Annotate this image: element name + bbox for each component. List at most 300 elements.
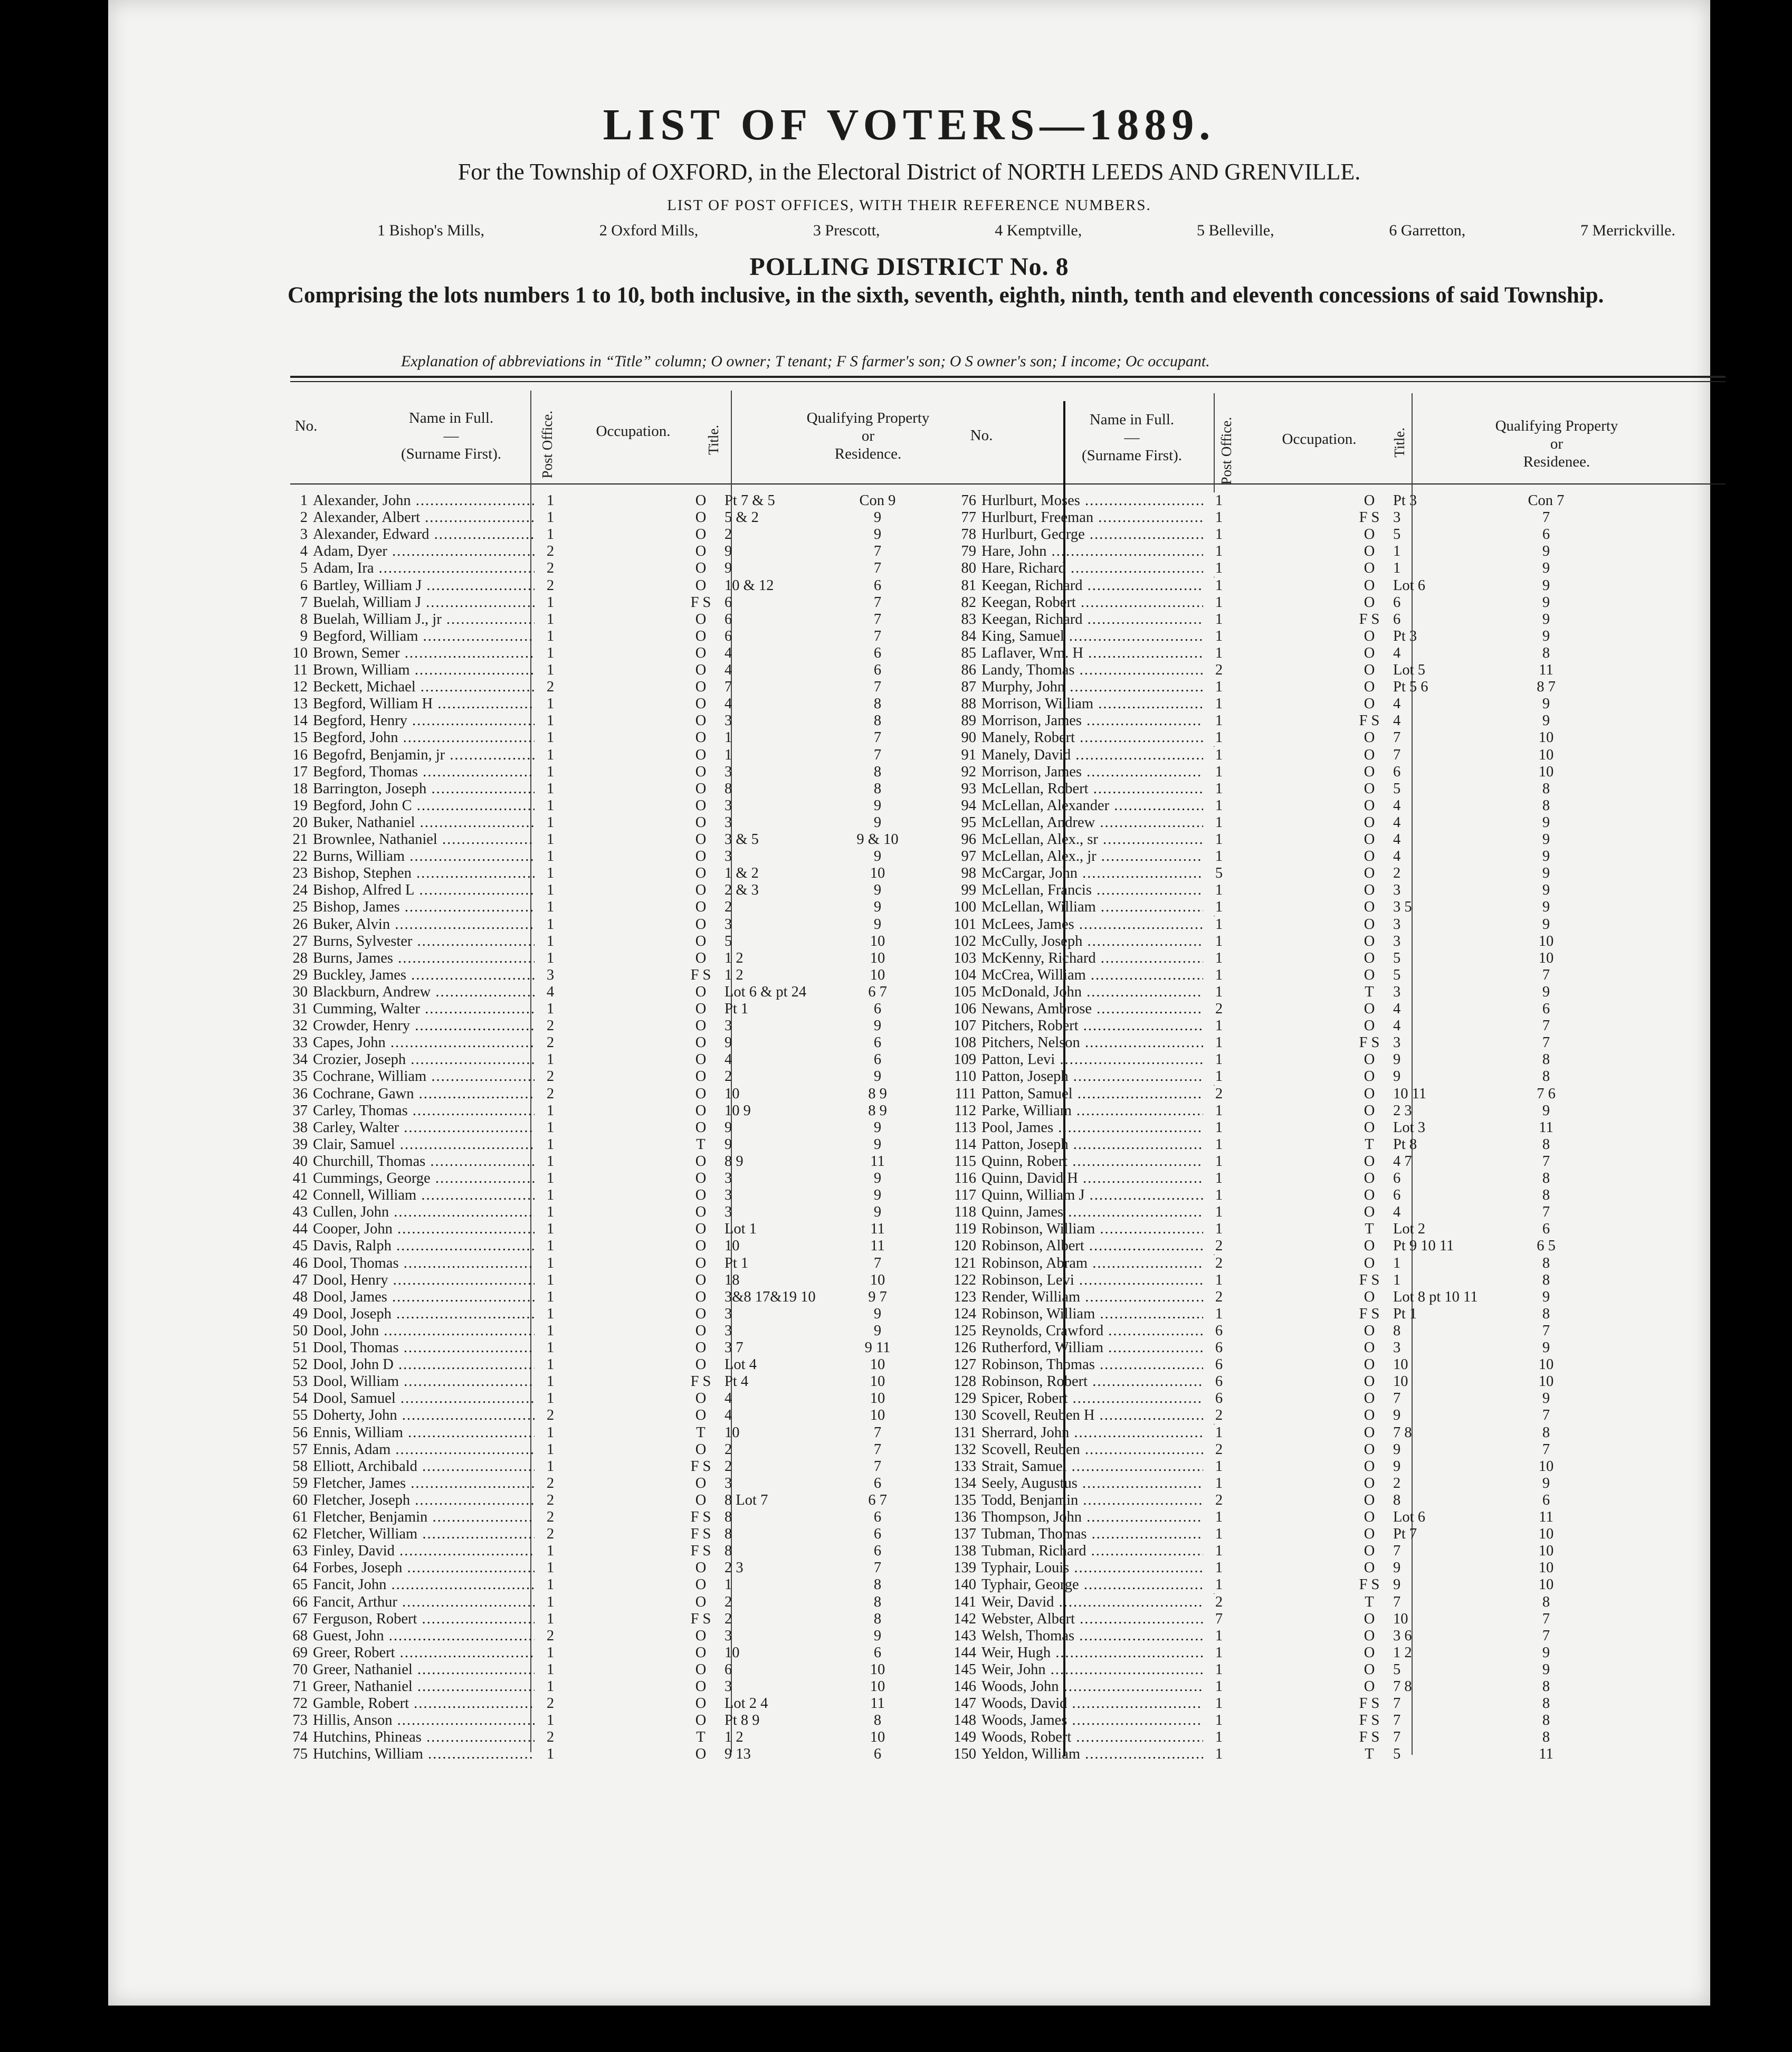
voter-title: F S — [690, 1509, 711, 1525]
voter-number: 84 — [961, 628, 976, 644]
voter-property: 4 — [1393, 1204, 1401, 1221]
voter-post-office: 2 — [535, 560, 566, 577]
voter-title: O — [695, 797, 707, 814]
voter-name: Webster, Albert ..... — [981, 1611, 1224, 1628]
voter-post-office: 1 — [535, 831, 566, 848]
voter-concession: 9 — [873, 1018, 882, 1034]
voter-row — [950, 1103, 1615, 1119]
voter-title: O — [695, 1001, 707, 1017]
voter-concession: 6 — [1542, 1001, 1550, 1017]
voter-name: McLees, James ..... — [981, 916, 1224, 933]
voter-property: 1 — [1393, 543, 1401, 560]
voter-title: O — [1364, 1458, 1375, 1475]
voter-name: Begford, William ..... — [313, 628, 556, 645]
voter-property: Lot 4 — [725, 1356, 757, 1373]
voter-title: O — [1364, 966, 1375, 983]
voter-post-office: 6 — [1203, 1340, 1235, 1356]
voter-post-office: 1 — [1203, 1136, 1235, 1153]
voter-number: 70 — [292, 1661, 308, 1678]
voter-property: 3 — [725, 1475, 732, 1492]
voter-row — [950, 1034, 1615, 1051]
voter-post-office: 1 — [1203, 1034, 1235, 1051]
voter-concession: 8 — [1542, 1170, 1550, 1186]
header-property-line3: Residenee. — [1523, 453, 1590, 470]
voter-name: Spicer, Robert ..... — [981, 1390, 1224, 1407]
voter-number: 137 — [954, 1526, 976, 1543]
voter-post-office: 1 — [1203, 1187, 1235, 1204]
voter-number: 127 — [954, 1356, 976, 1373]
voter-property: 9 13 — [725, 1746, 751, 1763]
voter-title: O — [1364, 1424, 1375, 1441]
voter-post-office: 1 — [1203, 882, 1235, 899]
voter-property: 5 — [1393, 949, 1401, 966]
voter-concession: 11 — [870, 1238, 885, 1255]
voter-property: 7 8 — [1393, 1678, 1412, 1695]
voter-name: McLellan, Robert ..... — [981, 781, 1224, 797]
voter-number: 78 — [961, 526, 976, 543]
voter-row — [950, 1424, 1615, 1441]
voter-concession: 7 — [1542, 1204, 1550, 1221]
voter-post-office: 1 — [535, 1712, 566, 1729]
voter-number: 144 — [954, 1644, 976, 1661]
voter-post-office: 1 — [1203, 1204, 1235, 1221]
voter-concession: 10 — [1538, 949, 1554, 966]
voter-name: Dool, William ..... — [313, 1373, 556, 1390]
voter-post-office: 1 — [1203, 814, 1235, 831]
voter-name: Morrison, James ..... — [981, 764, 1224, 781]
voter-post-office: 2 — [535, 1068, 566, 1085]
voter-property: 3 — [725, 763, 732, 780]
voter-title: O — [1364, 1627, 1375, 1644]
voter-number: 124 — [954, 1305, 976, 1322]
voter-number: 8 — [300, 611, 308, 628]
voter-name: Crozier, Joseph ..... — [313, 1051, 556, 1068]
voter-number: 92 — [961, 763, 976, 780]
voter-number: 10 — [292, 644, 308, 661]
voter-name: King, Samuel ..... — [981, 628, 1224, 645]
header-post-office-left: Post Office. — [539, 411, 555, 479]
voter-post-office: 1 — [535, 797, 566, 814]
voter-property: 4 — [1393, 696, 1401, 712]
voter-name: McKenny, Richard ..... — [981, 950, 1224, 967]
voter-post-office: 1 — [1203, 916, 1235, 933]
voter-name: Begford, John ..... — [313, 729, 556, 746]
voter-number: 146 — [954, 1678, 976, 1695]
voter-property: Pt 3 — [1393, 492, 1417, 509]
voter-property: 8 — [725, 1543, 732, 1560]
voter-row — [950, 831, 1615, 848]
voter-property: 4 7 — [1393, 1153, 1412, 1170]
voter-row — [950, 492, 1615, 509]
voter-post-office: 1 — [535, 1001, 566, 1018]
voter-number: 112 — [954, 1102, 976, 1119]
voter-property: 18 — [725, 1271, 740, 1288]
voter-row — [950, 1390, 1615, 1407]
voter-concession: 9 — [1542, 628, 1550, 644]
voter-name: McLellan, Andrew ..... — [981, 814, 1224, 831]
voter-post-office: 1 — [535, 1153, 566, 1170]
voter-property: Pt 3 — [1393, 628, 1417, 644]
voter-title: O — [695, 899, 707, 916]
voter-concession: 7 — [1542, 1322, 1550, 1339]
voter-concession: 11 — [1539, 1119, 1553, 1136]
voter-property: 2 3 — [1393, 1102, 1412, 1119]
voter-post-office: 1 — [535, 1170, 566, 1187]
voter-number: 105 — [954, 983, 976, 1000]
voter-name: Laflaver, Wm. H ..... — [981, 645, 1224, 662]
voter-row — [950, 1526, 1615, 1543]
voter-name: Buckley, James ..... — [313, 967, 556, 984]
voter-property: 9 — [725, 1119, 732, 1136]
voter-number: 33 — [292, 1034, 308, 1051]
header-property-line2: or — [1550, 435, 1564, 452]
voter-number: 7 — [300, 594, 308, 611]
header-name-left — [356, 409, 546, 463]
post-office-item: 5 Belleville, — [1196, 222, 1274, 239]
voter-title: O — [695, 1051, 707, 1068]
voter-property: 10 — [725, 1085, 740, 1102]
voter-name: Bishop, Stephen ..... — [313, 865, 556, 882]
voter-title: T — [1365, 1746, 1374, 1763]
voter-title: O — [695, 1627, 707, 1644]
voter-post-office: 1 — [1203, 1103, 1235, 1119]
voter-concession: 9 — [1542, 696, 1550, 712]
voter-post-office: 1 — [1203, 1576, 1235, 1593]
voter-title: O — [1364, 916, 1375, 933]
voter-row — [950, 814, 1615, 831]
voter-title: O — [1364, 1390, 1375, 1407]
voter-post-office: 1 — [1203, 781, 1235, 797]
voter-property: 9 — [1393, 1458, 1401, 1475]
voter-property: 8 — [725, 1509, 732, 1525]
post-office-item: 6 Garretton, — [1389, 222, 1466, 239]
voter-post-office: 2 — [535, 1475, 566, 1492]
voter-title: O — [1364, 1119, 1375, 1136]
voter-row — [281, 1424, 946, 1441]
voter-name: Robinson, Albert ..... — [981, 1238, 1224, 1255]
voter-title: F S — [1359, 1712, 1380, 1729]
voter-row — [281, 1390, 946, 1407]
voter-row — [950, 1289, 1615, 1306]
voter-concession: 7 — [1542, 966, 1550, 983]
voter-post-office: 1 — [1203, 526, 1235, 543]
voter-property: 4 — [725, 1051, 732, 1068]
voter-title: O — [1364, 1492, 1375, 1508]
voter-post-office: 1 — [535, 1119, 566, 1136]
voter-name: McCargar, John ..... — [981, 865, 1224, 882]
voter-concession: 10 — [1538, 933, 1554, 949]
voter-concession: 7 — [1542, 1018, 1550, 1034]
voter-post-office: 1 — [535, 1204, 566, 1221]
voter-title: O — [1364, 628, 1375, 644]
voter-name: Woods, Robert ..... — [981, 1729, 1224, 1746]
voter-name: Scovell, Reuben H ..... — [981, 1407, 1224, 1424]
voter-number: 150 — [954, 1746, 976, 1763]
voter-row — [281, 662, 946, 679]
voter-concession: 6 7 — [868, 1492, 887, 1508]
voter-number: 133 — [954, 1458, 976, 1475]
voter-row — [950, 848, 1615, 865]
voter-concession: 11 — [870, 1221, 885, 1238]
voter-title: O — [695, 1255, 707, 1271]
voter-row — [281, 1238, 946, 1255]
voter-property: 7 — [1393, 1543, 1401, 1560]
voter-row — [281, 1255, 946, 1272]
voter-number: 143 — [954, 1627, 976, 1644]
voter-title: O — [1364, 662, 1375, 678]
voter-number: 111 — [955, 1085, 976, 1102]
voter-row — [281, 764, 946, 781]
voter-property: 9 — [1393, 1441, 1401, 1458]
voter-number: 147 — [954, 1695, 976, 1712]
voter-row — [950, 1153, 1615, 1170]
voter-row — [950, 1221, 1615, 1238]
voter-concession: 6 — [873, 1034, 882, 1051]
voter-post-office: 1 — [1203, 628, 1235, 645]
voter-row — [950, 916, 1615, 933]
voter-title: O — [1364, 1255, 1375, 1271]
voter-row — [281, 1560, 946, 1576]
voter-post-office: 2 — [535, 1628, 566, 1645]
voter-name: Manely, David ..... — [981, 747, 1224, 764]
voter-title: O — [1364, 1610, 1375, 1627]
voter-concession: 6 — [873, 1526, 882, 1543]
voter-post-office: 1 — [535, 899, 566, 916]
voter-property: 5 — [1393, 1661, 1401, 1678]
voter-concession: 8 — [1542, 1729, 1550, 1746]
voter-property: Pt 9 10 11 — [1393, 1238, 1454, 1255]
voter-title: O — [695, 1678, 707, 1695]
voter-number: 21 — [292, 831, 308, 848]
voter-row — [950, 1373, 1615, 1390]
voter-name: Begford, Thomas ..... — [313, 764, 556, 781]
voter-property: Pt 8 9 — [725, 1712, 760, 1729]
voter-row — [950, 882, 1615, 899]
voter-concession: 10 — [870, 865, 885, 882]
voter-property: 10 9 — [725, 1102, 751, 1119]
voter-title: O — [695, 628, 707, 644]
voter-property: Pt 4 — [725, 1373, 749, 1390]
voter-name: Bishop, James ..... — [313, 899, 556, 916]
header-property-line3: Residence. — [834, 445, 902, 462]
voter-row — [281, 1678, 946, 1695]
voter-concession: 8 — [1542, 1051, 1550, 1068]
voter-concession: 8 — [873, 763, 882, 780]
header-name-label: Name in Full. — [1089, 411, 1175, 428]
voter-concession: 7 — [1542, 1407, 1550, 1424]
voter-concession: 9 — [1542, 1644, 1550, 1661]
voter-concession: 10 — [870, 949, 885, 966]
voter-name: Patton, Joseph ..... — [981, 1136, 1224, 1153]
voter-row — [950, 764, 1615, 781]
voter-post-office: 1 — [1203, 1509, 1235, 1526]
voter-post-office: 1 — [1203, 1306, 1235, 1323]
voter-title: O — [695, 1153, 707, 1170]
voter-concession: 7 — [1542, 1153, 1550, 1170]
voter-name: Hurlburt, Moses ..... — [981, 492, 1224, 509]
voter-concession: 9 — [873, 848, 882, 865]
voter-row — [950, 1187, 1615, 1204]
voter-property: 5 — [725, 933, 732, 949]
voter-title: T — [696, 1424, 706, 1441]
voter-number: 32 — [292, 1018, 308, 1034]
voter-property: 6 — [1393, 594, 1401, 611]
voter-concession: 6 — [1542, 526, 1550, 543]
voter-row — [950, 950, 1615, 967]
voter-row — [950, 594, 1615, 611]
voter-title: T — [1365, 1136, 1374, 1153]
voter-concession: 6 — [873, 1475, 882, 1492]
voter-row — [281, 1356, 946, 1373]
voter-row — [950, 1543, 1615, 1560]
voter-title: F S — [690, 1373, 711, 1390]
voter-number: 103 — [954, 949, 976, 966]
voter-property: 3 5 — [1393, 899, 1412, 916]
voter-name: Ferguson, Robert ..... — [313, 1611, 556, 1628]
voter-title: O — [695, 1390, 707, 1407]
voter-row — [281, 1170, 946, 1187]
voter-concession: 10 — [1538, 746, 1554, 763]
voter-number: 91 — [961, 746, 976, 763]
voter-name: Crowder, Henry ..... — [313, 1018, 556, 1034]
voter-number: 73 — [292, 1712, 308, 1729]
voter-property: 5 — [1393, 526, 1401, 543]
voter-number: 90 — [961, 729, 976, 746]
voter-name: Woods, John ..... — [981, 1678, 1224, 1695]
voter-title: O — [695, 1018, 707, 1034]
voter-post-office: 1 — [1203, 1628, 1235, 1645]
voter-post-office: 1 — [1203, 1153, 1235, 1170]
voter-name: Begford, William H ..... — [313, 696, 556, 712]
voter-name: Welsh, Thomas ..... — [981, 1628, 1224, 1645]
voter-title: O — [695, 1695, 707, 1712]
voter-post-office: 1 — [1203, 1678, 1235, 1695]
voter-concession: 11 — [870, 1153, 885, 1170]
voter-row — [950, 1306, 1615, 1323]
voter-row — [950, 1509, 1615, 1526]
voter-concession: Con 7 — [1528, 492, 1565, 509]
voter-title: O — [695, 1576, 707, 1593]
voter-post-office: 1 — [535, 696, 566, 712]
voter-title: O — [695, 916, 707, 933]
voter-number: 123 — [954, 1288, 976, 1305]
voter-property: Pt 8 — [1393, 1136, 1417, 1153]
voter-name: Brownlee, Nathaniel ..... — [313, 831, 556, 848]
voter-number: 100 — [954, 899, 976, 916]
voter-post-office: 1 — [535, 1272, 566, 1289]
voter-property: 10 — [1393, 1373, 1408, 1390]
voter-number: 104 — [954, 966, 976, 983]
voter-name: Woods, James ..... — [981, 1712, 1224, 1729]
voter-post-office: 1 — [1203, 1729, 1235, 1746]
voter-name: McLellan, Alex., jr ..... — [981, 848, 1224, 865]
voter-name: Hutchins, Phineas ..... — [313, 1729, 556, 1746]
voter-property: 6 — [1393, 611, 1401, 628]
voter-number: 5 — [300, 560, 308, 577]
voter-post-office: 1 — [1203, 560, 1235, 577]
voter-property: 4 — [725, 662, 732, 678]
voter-number: 82 — [961, 594, 976, 611]
voter-concession: 7 — [1542, 1627, 1550, 1644]
voter-concession: 9 — [1542, 1390, 1550, 1407]
voter-concession: 6 — [1542, 1492, 1550, 1508]
voter-number: 12 — [292, 679, 308, 696]
voter-row — [281, 1340, 946, 1356]
voter-number: 129 — [954, 1390, 976, 1407]
voter-number: 48 — [292, 1288, 308, 1305]
voter-property: 8 — [1393, 1322, 1401, 1339]
voter-title: F S — [1359, 1695, 1380, 1712]
voter-number: 38 — [292, 1119, 308, 1136]
voter-property: 3&8 17&19 10 — [725, 1288, 816, 1305]
voter-property: 4 — [1393, 831, 1401, 848]
voter-property: 1 2 — [1393, 1644, 1412, 1661]
voter-number: 89 — [961, 712, 976, 729]
voter-title: O — [695, 1085, 707, 1102]
voter-property: Pt 7 & 5 — [725, 492, 775, 509]
voter-number: 9 — [300, 628, 308, 644]
voter-property: 3 — [1393, 1034, 1401, 1051]
voter-row — [281, 1492, 946, 1509]
voter-post-office: 1 — [1203, 509, 1235, 526]
voter-concession: 9 — [873, 1187, 882, 1204]
voter-title: F S — [690, 1543, 711, 1560]
voter-title: O — [1364, 1661, 1375, 1678]
voter-concession: 9 — [873, 1170, 882, 1186]
voter-number: 15 — [292, 729, 308, 746]
header-occupation-right: Occupation. — [1282, 431, 1357, 448]
voter-number: 79 — [961, 543, 976, 560]
voter-property: 3 — [1393, 509, 1401, 526]
voter-property: 3 & 5 — [725, 831, 759, 848]
voter-name: Doherty, John ..... — [313, 1407, 556, 1424]
voter-name: Tubman, Thomas ..... — [981, 1526, 1224, 1543]
voter-property: 2 — [725, 526, 732, 543]
voter-concession: 7 — [873, 611, 882, 628]
voter-concession: 9 — [1542, 983, 1550, 1000]
voter-concession: 6 — [873, 1051, 882, 1068]
voter-post-office: 1 — [535, 1238, 566, 1255]
voter-property: 3 — [725, 1322, 732, 1339]
voter-row — [950, 679, 1615, 696]
voter-name: Weir, John ..... — [981, 1661, 1224, 1678]
voter-post-office: 2 — [535, 1729, 566, 1746]
voter-number: 69 — [292, 1644, 308, 1661]
voter-row — [281, 560, 946, 577]
voter-title: O — [1364, 797, 1375, 814]
voter-name: Pitchers, Robert ..... — [981, 1018, 1224, 1034]
voter-row — [950, 797, 1615, 814]
voter-row — [950, 543, 1615, 560]
voter-title: O — [695, 1187, 707, 1204]
voter-name: Barrington, Joseph ..... — [313, 781, 556, 797]
voter-property: 3 7 — [725, 1340, 744, 1356]
document-title: LIST OF VOTERS—1889. — [603, 100, 1216, 149]
voter-post-office: 2 — [1203, 1407, 1235, 1424]
voter-post-office: 2 — [535, 1086, 566, 1103]
voter-property: 8 — [725, 1526, 732, 1543]
voter-name: Finley, David ..... — [313, 1543, 556, 1560]
voter-number: 107 — [954, 1018, 976, 1034]
voter-title: O — [1364, 577, 1375, 594]
voter-title: F S — [1359, 1576, 1380, 1593]
voter-name: Carley, Thomas ..... — [313, 1103, 556, 1119]
voter-name: Burns, William ..... — [313, 848, 556, 865]
voter-concession: 8 — [1542, 1187, 1550, 1204]
voter-row — [950, 1323, 1615, 1340]
voter-title: O — [695, 1271, 707, 1288]
voter-row — [281, 679, 946, 696]
